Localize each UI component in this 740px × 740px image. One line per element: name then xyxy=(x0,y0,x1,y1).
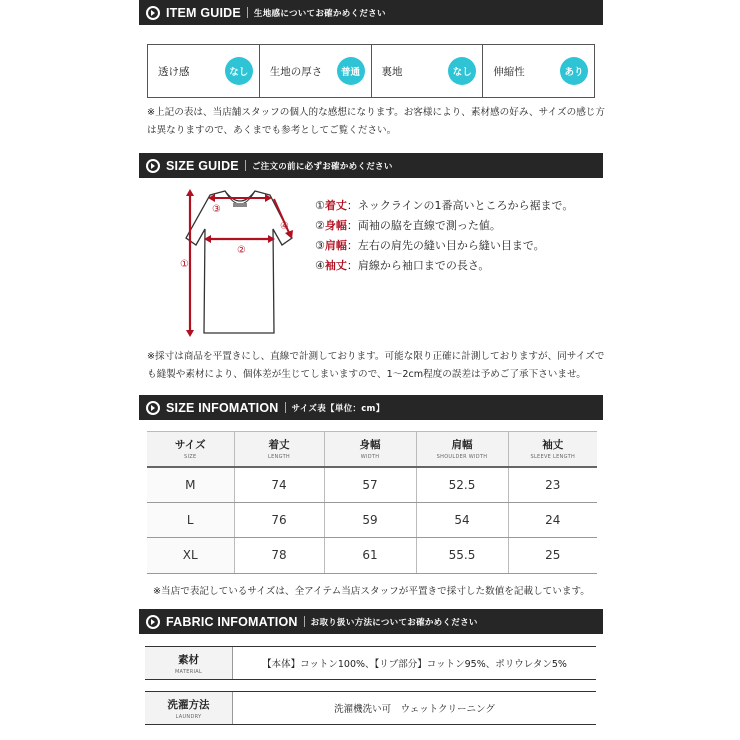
table-cell: M xyxy=(147,467,234,503)
note-line: も縫製や素材により、個体差が生じてしまいますので、1〜2cm程度の誤差は予めご了承下さいませ。 xyxy=(147,369,586,380)
guide-label: 伸縮性 xyxy=(493,65,525,78)
legend-desc: ：左右の肩先の縫い目から縫い目まで。 xyxy=(346,239,545,252)
note-line: ※採寸は商品を平置きにし、直線で計測しております。可能な限り正確に計測しておりますが、同サイズで xyxy=(147,351,605,362)
table-cell: 24 xyxy=(508,502,597,538)
laundry-row xyxy=(145,691,596,725)
table-cell: 59 xyxy=(324,502,416,538)
size-guide-legend xyxy=(315,196,573,276)
legend-desc: ：肩線から袖口までの長さ。 xyxy=(346,259,490,272)
marker-1: ① xyxy=(180,259,189,270)
col-header-shoulder: 肩幅 SHOULDER WIDTH xyxy=(416,432,508,467)
table-cell: 61 xyxy=(324,538,416,574)
play-circle-icon xyxy=(146,401,160,415)
legend-item xyxy=(315,256,573,276)
marker-4: ④ xyxy=(280,221,289,232)
header-divider xyxy=(285,402,286,413)
material-label-en: MATERIAL xyxy=(174,668,203,675)
tshirt-outline xyxy=(186,191,292,333)
fabric-info-title: FABRIC INFOMATION xyxy=(166,614,298,629)
legend-term: 袖丈 xyxy=(324,259,347,272)
table-cell: 78 xyxy=(234,538,324,574)
table-cell: 23 xyxy=(508,467,597,503)
laundry-header xyxy=(145,692,233,724)
guide-cell-stretch xyxy=(482,45,594,97)
guide-cell-lining xyxy=(371,45,483,97)
table-cell: L xyxy=(147,502,234,538)
table-cell: 52.5 xyxy=(416,467,508,503)
legend-term: 身幅 xyxy=(324,219,347,232)
table-cell: 54 xyxy=(416,502,508,538)
tshirt-diagram xyxy=(170,183,310,343)
guide-label: 生地の厚さ xyxy=(269,65,323,78)
marker-2: ② xyxy=(237,245,246,256)
item-guide-title: ITEM GUIDE xyxy=(166,5,241,20)
legend-item xyxy=(315,216,573,236)
col-header-width: 身幅 WIDTH xyxy=(324,432,416,467)
size-info-header xyxy=(139,395,603,420)
material-label: 素材 xyxy=(178,653,199,666)
marker-3: ③ xyxy=(212,204,221,215)
table-cell: 25 xyxy=(508,538,597,574)
play-circle-icon xyxy=(146,159,160,173)
arrow-head xyxy=(186,189,194,196)
table-row xyxy=(147,502,597,538)
legend-num: ① xyxy=(315,199,325,212)
arrow-head xyxy=(186,330,194,337)
table-cell: 55.5 xyxy=(416,538,508,574)
col-header-sleeve: 袖丈 SLEEVE LENGTH xyxy=(508,432,597,467)
item-guide-header xyxy=(139,0,603,25)
legend-item xyxy=(315,196,573,216)
legend-desc: ：ネックラインの1番高いところから裾まで。 xyxy=(346,199,574,212)
laundry-value: 洗濯機洗い可 ウェットクリーニング xyxy=(334,704,495,715)
guide-badge: 普通 xyxy=(337,57,365,85)
legend-num: ② xyxy=(315,219,325,232)
col-header-size: サイズ SIZE xyxy=(147,432,234,467)
legend-num: ④ xyxy=(315,259,325,272)
legend-desc: ：両袖の脇を直線で測った値。 xyxy=(346,219,501,232)
material-header xyxy=(145,647,233,679)
play-circle-icon xyxy=(146,615,160,629)
fabric-info-header xyxy=(139,609,603,634)
laundry-label-en: LAUNDRY xyxy=(175,713,202,720)
table-cell: 57 xyxy=(324,467,416,503)
size-guide-note xyxy=(147,348,604,384)
table-cell: 76 xyxy=(234,502,324,538)
size-guide-subtitle: ご注文の前に必ずお確かめください xyxy=(251,161,393,172)
size-info-title: SIZE INFOMATION xyxy=(166,400,279,415)
play-circle-icon xyxy=(146,6,160,20)
table-cell: 74 xyxy=(234,467,324,503)
item-guide-subtitle: 生地感についてお確かめください xyxy=(253,8,386,19)
legend-term: 肩幅 xyxy=(324,239,347,252)
legend-num: ③ xyxy=(315,239,325,252)
header-divider xyxy=(247,7,248,18)
size-info-note: ※当店で表記しているサイズは、全アイテム当店スタッフが平置きで採寸した数値を記載しています。 xyxy=(153,586,590,597)
laundry-label: 洗濯方法 xyxy=(167,698,210,711)
fabric-info-subtitle: お取り扱い方法についてお確かめください xyxy=(310,617,478,628)
guide-label: 裏地 xyxy=(381,65,403,78)
size-guide-header xyxy=(139,153,603,178)
note-line: は異なりますので、あくまでも参考としてご覧ください。 xyxy=(147,125,397,136)
legend-item xyxy=(315,236,573,256)
legend-term: 着丈 xyxy=(324,199,347,212)
item-guide-table xyxy=(147,44,595,98)
size-table xyxy=(147,431,597,574)
guide-cell-transparency xyxy=(148,45,259,97)
material-value: 【本体】コットン100%、【リブ部分】コットン95%、ポリウレタン5% xyxy=(262,659,567,670)
table-row xyxy=(147,467,597,503)
material-row xyxy=(145,646,596,680)
header-divider xyxy=(304,616,305,627)
tag-icon xyxy=(233,203,247,207)
header-divider xyxy=(245,160,246,171)
guide-label: 透け感 xyxy=(158,65,190,78)
col-header-length: 着丈 LENGTH xyxy=(234,432,324,467)
guide-badge: あり xyxy=(560,57,588,85)
note-line: ※上記の表は、当店舗スタッフの個人的な感想になります。お客様により、素材感の好み、サイズの感じ方 xyxy=(147,107,605,118)
size-info-subtitle: サイズ表【単位：cm】 xyxy=(291,403,385,414)
table-row xyxy=(147,538,597,574)
guide-badge: なし xyxy=(225,57,253,85)
table-header-row xyxy=(147,432,597,467)
size-guide-title: SIZE GUIDE xyxy=(166,158,239,173)
table-cell: XL xyxy=(147,538,234,574)
guide-badge: なし xyxy=(448,57,476,85)
item-guide-note xyxy=(147,104,605,140)
arrow-head xyxy=(268,235,275,243)
guide-cell-thickness xyxy=(259,45,371,97)
